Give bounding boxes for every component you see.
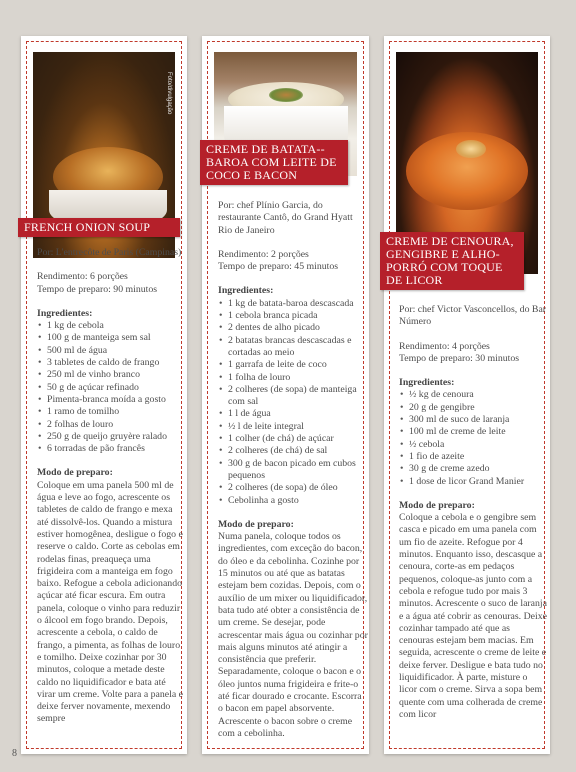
ingredient-item: • 50 g de açúcar refinado <box>37 382 185 394</box>
ingredient-item: • 2 colheres (de sopa) de manteiga com sal <box>218 384 368 409</box>
ingredient-item: • 500 ml de água <box>37 345 185 357</box>
method-text: Coloque a cebola e o gengibre sem casca e picado em uma panela com um fio de azeite. Refogue por 4 minutos. Enquanto isso, descasque a cenoura, corte-as em pedaços pequenos, coloque-as junto com a cebola e refogue tudo por mais 3 minutos. Acrescente o suco de laranja e a água até cobrir as cenouras. Deixe cozinhar tampado até que as cenouras estejam bem macias. Em seguida, acrescente o creme de leite e deixe ferver. Desligue e bata tudo no liquidificador. À parte, misture o licor com o creme. Sirva a sopa bem quente com uma colherada de creme com licor <box>399 512 547 720</box>
ingredient-item: • 300 ml de suco de laranja <box>399 414 547 426</box>
ingredient-item: • 1 colher (de chá) de açúcar <box>218 433 368 445</box>
ingredients-heading: Ingredientes: <box>399 377 455 389</box>
ingredient-item: • 2 colheres (de chá) de sal <box>218 445 368 457</box>
ingredient-item: • 1 folha de louro <box>218 372 368 384</box>
ingredient-item: • 3 tabletes de caldo de frango <box>37 357 185 369</box>
ingredient-item: • 2 dentes de alho picado <box>218 322 368 334</box>
ingredient-item: • 300 g de bacon picado em cubos pequenos <box>218 458 368 483</box>
recipe-title: FRENCH ONION SOUP <box>18 218 180 237</box>
recipe-title: CREME DE CENOURA, GENGIBRE E ALHO-PORRÓ COM TOQUE DE LICOR <box>380 232 524 290</box>
ingredients-list <box>218 298 368 507</box>
recipe-time: Tempo de preparo: 90 minutos <box>37 283 158 295</box>
recipe-time: Tempo de preparo: 30 minutos <box>399 352 520 364</box>
ingredient-item: • 1 garrafa de leite de coco <box>218 359 368 371</box>
ingredient-item: • 100 g de manteiga sem sal <box>37 332 185 344</box>
photo-credit: Foto/divulgação <box>166 72 172 115</box>
recipe-yield: Rendimento: 2 porções <box>218 248 309 260</box>
ingredient-item: • Cebolinha a gosto <box>218 495 368 507</box>
ingredient-item: • 6 torradas de pão francês <box>37 443 185 455</box>
method-text: Coloque em uma panela 500 ml de água e leve ao fogo, acrescente os tabletes de caldo de frango e mexa até dissolvê-los. Quando a mistura estiver homogênea, desligue o fogo e reserve o caldo. Corte as cebolas em rodelas finas, preaqueça uma frigideira com a manteiga em fogo baixo. Refogue a cebola adicionando açúcar até ficar escura. Em outra panela, coloque o vinho para reduzir o álcool em fogo brando. Depois, acrescente a cebola, o caldo de frango, a pimenta, as folhas de louro e tomilho. Deixe cozinhar por 30 minutos, coloque a metade deste caldo no liquidificador e bata até virar um creme. Volte para a panela e deixe ferver novamente, mexendo sempre <box>37 479 183 725</box>
ingredient-item: • 1 l de água <box>218 408 368 420</box>
page-number: 8 <box>12 748 17 759</box>
recipe-title: CREME DE BATATA--BAROA COM LEITE DE COCO E BACON <box>200 140 348 185</box>
ingredient-item: • ½ kg de cenoura <box>399 389 547 401</box>
ingredient-item: • 1 cebola branca picada <box>218 310 368 322</box>
recipe-author: Por: chef Victor Vasconcellos, do Bar Número <box>399 304 547 328</box>
ingredient-item: • 2 batatas brancas descascadas e cortadas ao meio <box>218 335 368 360</box>
ingredient-item: • 1 dose de licor Grand Manier <box>399 476 547 488</box>
ingredients-list <box>399 389 547 487</box>
ingredient-item: • Pimenta-branca moída a gosto <box>37 394 185 406</box>
ingredient-item: • 20 g de gengibre <box>399 402 547 414</box>
recipe-body <box>399 304 547 721</box>
recipe-body <box>218 200 368 740</box>
ingredient-item: • 1 kg de cebola <box>37 320 185 332</box>
ingredients-heading: Ingredientes: <box>37 307 93 319</box>
ingredient-item: • 1 ramo de tomilho <box>37 406 185 418</box>
recipe-author: Por: L'entrecôte de Paris (Campinas) <box>37 247 182 258</box>
ingredient-item: • 1 fio de azeite <box>399 451 547 463</box>
method-heading: Modo de preparo: <box>218 518 294 530</box>
method-heading: Modo de preparo: <box>399 499 475 511</box>
recipe-yield: Rendimento: 4 porções <box>399 340 490 352</box>
ingredient-item: • 250 ml de vinho branco <box>37 369 185 381</box>
method-heading: Modo de preparo: <box>37 467 113 479</box>
ingredients-heading: Ingredientes: <box>218 285 274 297</box>
recipe-time: Tempo de preparo: 45 minutos <box>218 261 339 273</box>
ingredient-item: • 30 g de creme azedo <box>399 463 547 475</box>
ingredient-item: • 1 kg de batata-baroa descascada <box>218 298 368 310</box>
recipe-yield: Rendimento: 6 porções <box>37 271 128 283</box>
method-text: Numa panela, coloque todos os ingredientes, com exceção do bacon, do óleo e da cebolinha. Cozinhe por 15 minutos ou até que as batatas estejam bem cozidas. Depois, com o auxílio de um mixer ou liquidificador, bata tudo até obter a consistência de um creme. Se desejar, pode acrescentar mais água ou cozinhar por mais alguns minutos até atingir a consistência que preferir. Separadamente, coloque o bacon e o óleo juntos numa frigideira e frite-o até ficar dourado e crocante. Escorra o bacon em papel absorvente. Acrescente o bacon sobre o creme com a cebolinha. <box>218 531 368 739</box>
ingredient-item: • ½ l de leite integral <box>218 421 368 433</box>
ingredient-item: • 100 ml de creme de leite <box>399 426 547 438</box>
ingredient-item: • 2 folhas de louro <box>37 419 185 431</box>
ingredient-item: • 2 colheres (de sopa) de óleo <box>218 482 368 494</box>
recipe-body <box>37 247 185 726</box>
ingredients-list <box>37 320 185 455</box>
ingredient-item: • ½ cebola <box>399 439 547 451</box>
recipe-author: Por: chef Plínio Garcia, do restaurante Cantô, do Grand Hyatt Rio de Janeiro <box>218 200 353 236</box>
ingredient-item: • 250 g de queijo gruyère ralado <box>37 431 185 443</box>
